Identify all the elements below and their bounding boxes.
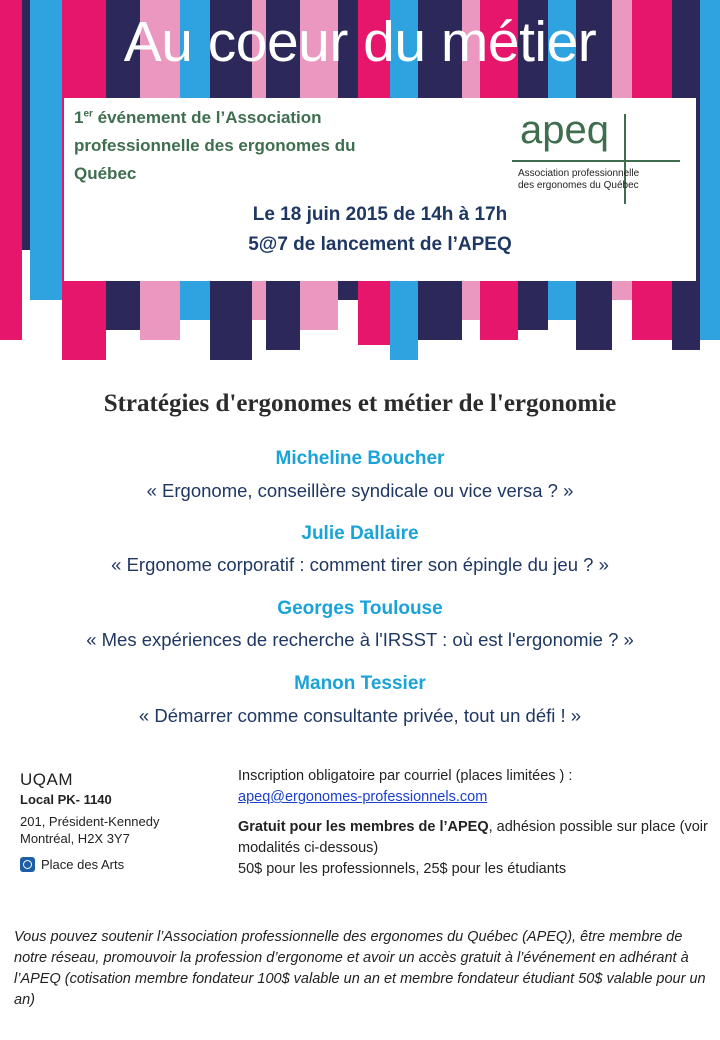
speaker-talk: « Démarrer comme consultante privée, tout un défi ! »	[138, 705, 582, 726]
registration-block	[238, 766, 708, 880]
association-text: événement de l’Association professionnelle des ergonomes du Québec	[74, 108, 356, 183]
free-members-bold: Gratuit pour les membres de l’APEQ	[238, 819, 489, 835]
logo-horizontal-line	[512, 160, 680, 162]
metro-label: Place des Arts	[41, 857, 125, 872]
metro-icon	[20, 857, 35, 872]
event-date: Le 18 juin 2015 de 14h à 17h	[252, 204, 508, 225]
logo-subtitle-line2: des ergonomes du Québec	[518, 180, 639, 191]
banner-title: Au coeur du métier	[123, 10, 597, 74]
metro-station	[20, 857, 220, 872]
registration-intro: Inscription obligatoire par courriel (places limitées ) :	[238, 768, 573, 784]
speaker-name: Julie Dallaire	[301, 523, 419, 544]
logo-subtitle	[518, 168, 639, 192]
speaker-talk: « Ergonome, conseillère syndicale ou vice versa ? »	[146, 480, 574, 501]
main-heading: Stratégies d'ergonomes et métier de l'ergonomie	[103, 390, 617, 417]
logo-word: apeq	[520, 108, 609, 152]
venue-room: Local PK- 1140	[20, 792, 112, 807]
membership-info	[238, 817, 708, 859]
speaker-talk: « Ergonome corporatif : comment tirer son épingle du jeu ? »	[111, 554, 609, 575]
support-paragraph: Vous pouvez soutenir l’Association professionnelle des ergonomes du Québec (APEQ), être membre de notre réseau, promouvoir la profession d’ergonome et avoir un accès gratuit à l’événement en adhérant à l’APEQ (cotisation membre fondateur 100$ valable un an et membre fondateur étudiant 50$ valable pour un an)	[14, 929, 706, 1008]
info-box	[64, 98, 696, 281]
venue-address-line1: 201, Président-Kennedy	[20, 814, 160, 829]
free-members-rest: , adhésion possible sur place (voir modalités ci-dessous)	[238, 819, 708, 856]
ordinal-number: 1	[74, 108, 84, 127]
venue-address-line2: Montréal, H2X 3Y7	[20, 831, 130, 846]
speaker-name: Micheline Boucher	[275, 448, 445, 469]
event-launch: 5@7 de lancement de l’APEQ	[248, 234, 512, 255]
registration-email-link[interactable]: apeq@ergonomes-professionnels.com	[238, 789, 488, 805]
speaker-name: Manon Tessier	[294, 673, 426, 694]
speaker-talk: « Mes expériences de recherche à l'IRSST : où est l'ergonomie ? »	[86, 629, 634, 650]
ordinal-suffix: er	[83, 108, 93, 120]
association-heading	[74, 104, 394, 188]
banner	[0, 0, 720, 372]
speaker-name: Georges Toulouse	[277, 598, 443, 619]
logo-subtitle-line1: Association professionnelle	[518, 168, 640, 179]
venue-institution: UQAM	[20, 770, 73, 789]
venue-block	[20, 770, 220, 872]
apeq-logo	[502, 108, 682, 204]
price-info: 50$ pour les professionnels, 25$ pour les étudiants	[238, 861, 567, 877]
